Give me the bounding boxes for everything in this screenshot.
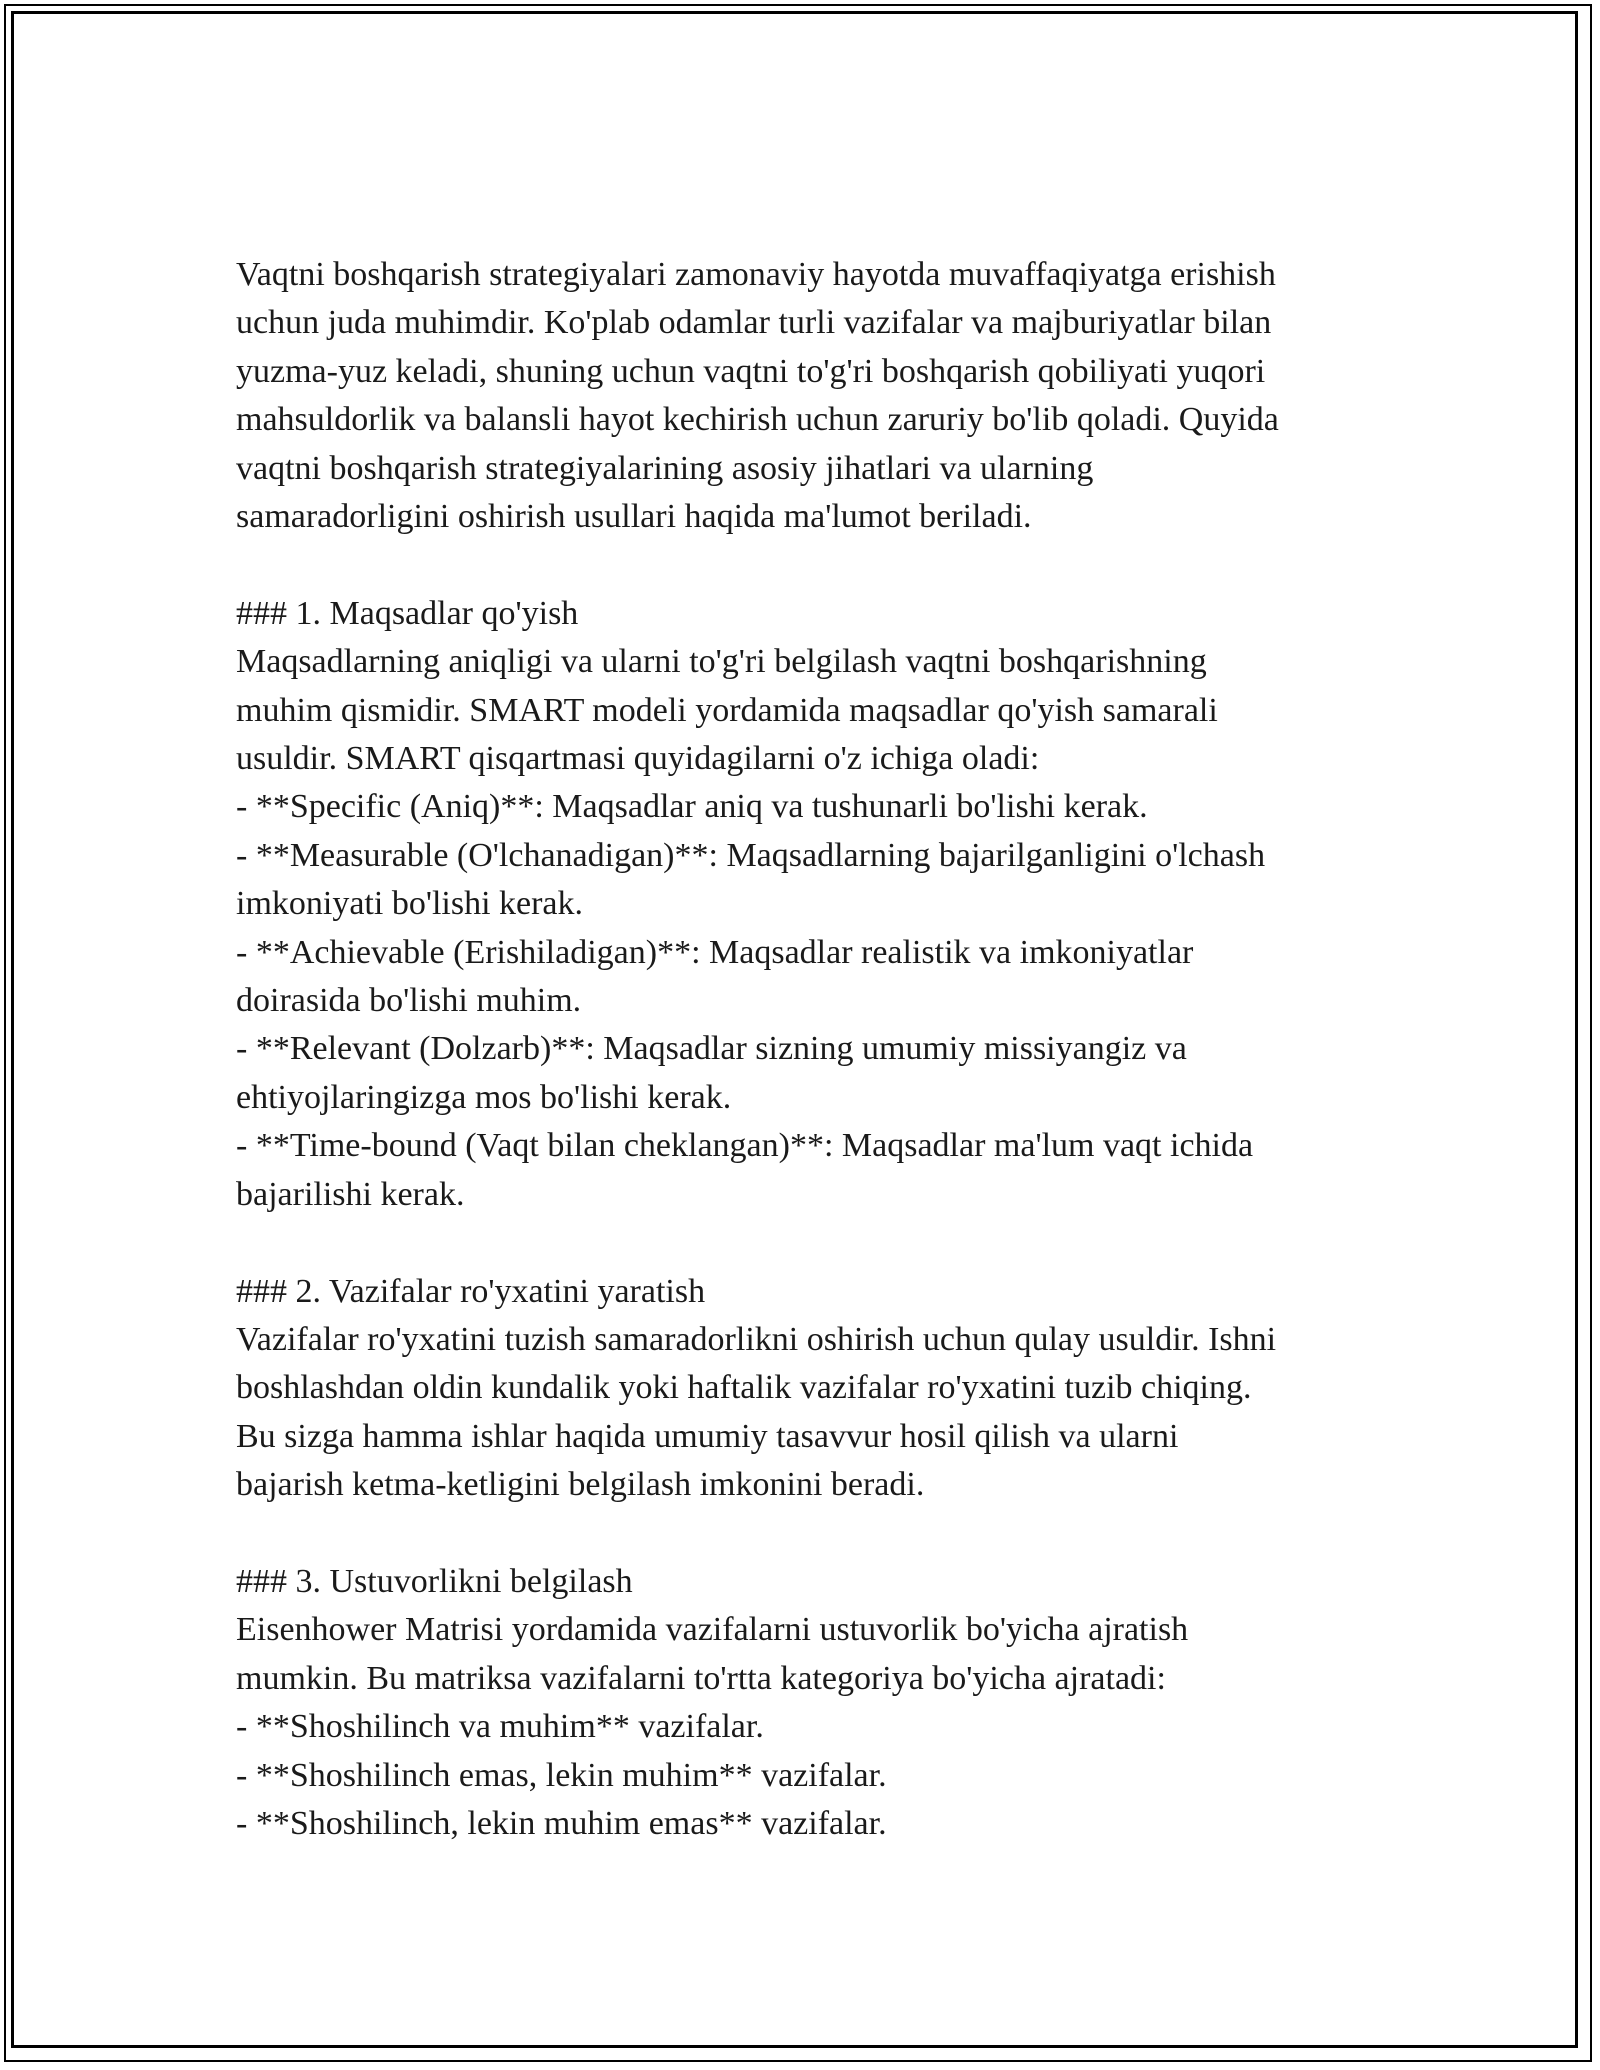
section-1-heading: ### 1. Maqsadlar qo'yish [236, 594, 579, 632]
section-1-body: Maqsadlarning aniqligi va ularni to'g'ri belgilash vaqtni boshqarishning muhim qismidir. SMART modeli yordamida maqsadlar qo'yish samarali usuldir. SMART qisqartmasi quyidagilarni o'z ichiga oladi: - **Specific (Aniq)**: Maqsadlar aniq va tushunarli bo'lishi kerak. - **Measurable (O'lchanadigan)**: Maqsadlarning bajarilganligini o'lchash imkoniyati bo'lishi kerak. - **Achievable (Erishiladigan)**: Maqsadlar realistik va imkoniyatlar doirasida bo'lishi muhim. - **Relevant (Dolzarb)**: Maqsadlar sizning umumiy missiyangiz va ehtiyojlaringizga mos bo'lishi kerak. - **Time-bound (Vaqt bilan cheklangan)**: Maqsadlar ma'lum vaqt ichida bajarilishi kerak. [236, 643, 1266, 1213]
section-3-body: Eisenhower Matrisi yordamida vazifalarni ustuvorlik bo'yicha ajratish mumkin. Bu matriksa vazifalarni to'rtta kategoriya bo'yicha ajratadi: - **Shoshilinch va muhim** vazifalar. - **Shoshilinch emas, lekin muhim** vazifalar. - **Shoshilinch, lekin muhim emas** vazifalar. [236, 1611, 1189, 1842]
paragraph-gap [236, 541, 1376, 589]
intro-paragraph: Vaqtni boshqarish strategiyalari zamonaviy hayotda muvaffaqiyatga erishish uchun juda muhimdir. Ko'plab odamlar turli vazifalar va majburiyatlar bilan yuzma-yuz keladi, shuning uchun vaqtni to'g'ri boshqarish qobiliyati yuqori mahsuldorlik va balansli hayot kechirish uchun zaruriy bo'lib qoladi. Quyida vaqtni boshqarish strategiyalarining asosiy jihatlari va ularning samaradorligini oshirish usullari haqida ma'lumot beriladi. [236, 256, 1279, 536]
section-2-body: Vazifalar ro'yxatini tuzish samaradorlikni oshirish uchun qulay usuldir. Ishni boshlashdan oldin kundalik yoki haftalik vazifalar ro'yxatini tuzib chiqing. Bu sizga hamma ishlar haqida umumiy tasavvur hosil qilish va ularni bajarish ketma-ketligini belgilash imkonini beradi. [236, 1320, 1277, 1504]
section-2-heading: ### 2. Vazifalar ro'yxatini yaratish [236, 1272, 706, 1310]
section-3-heading: ### 3. Ustuvorlikni belgilash [236, 1562, 633, 1600]
paragraph-gap [236, 1219, 1376, 1267]
document-body [236, 251, 1376, 1848]
paragraph-gap [236, 1510, 1376, 1558]
